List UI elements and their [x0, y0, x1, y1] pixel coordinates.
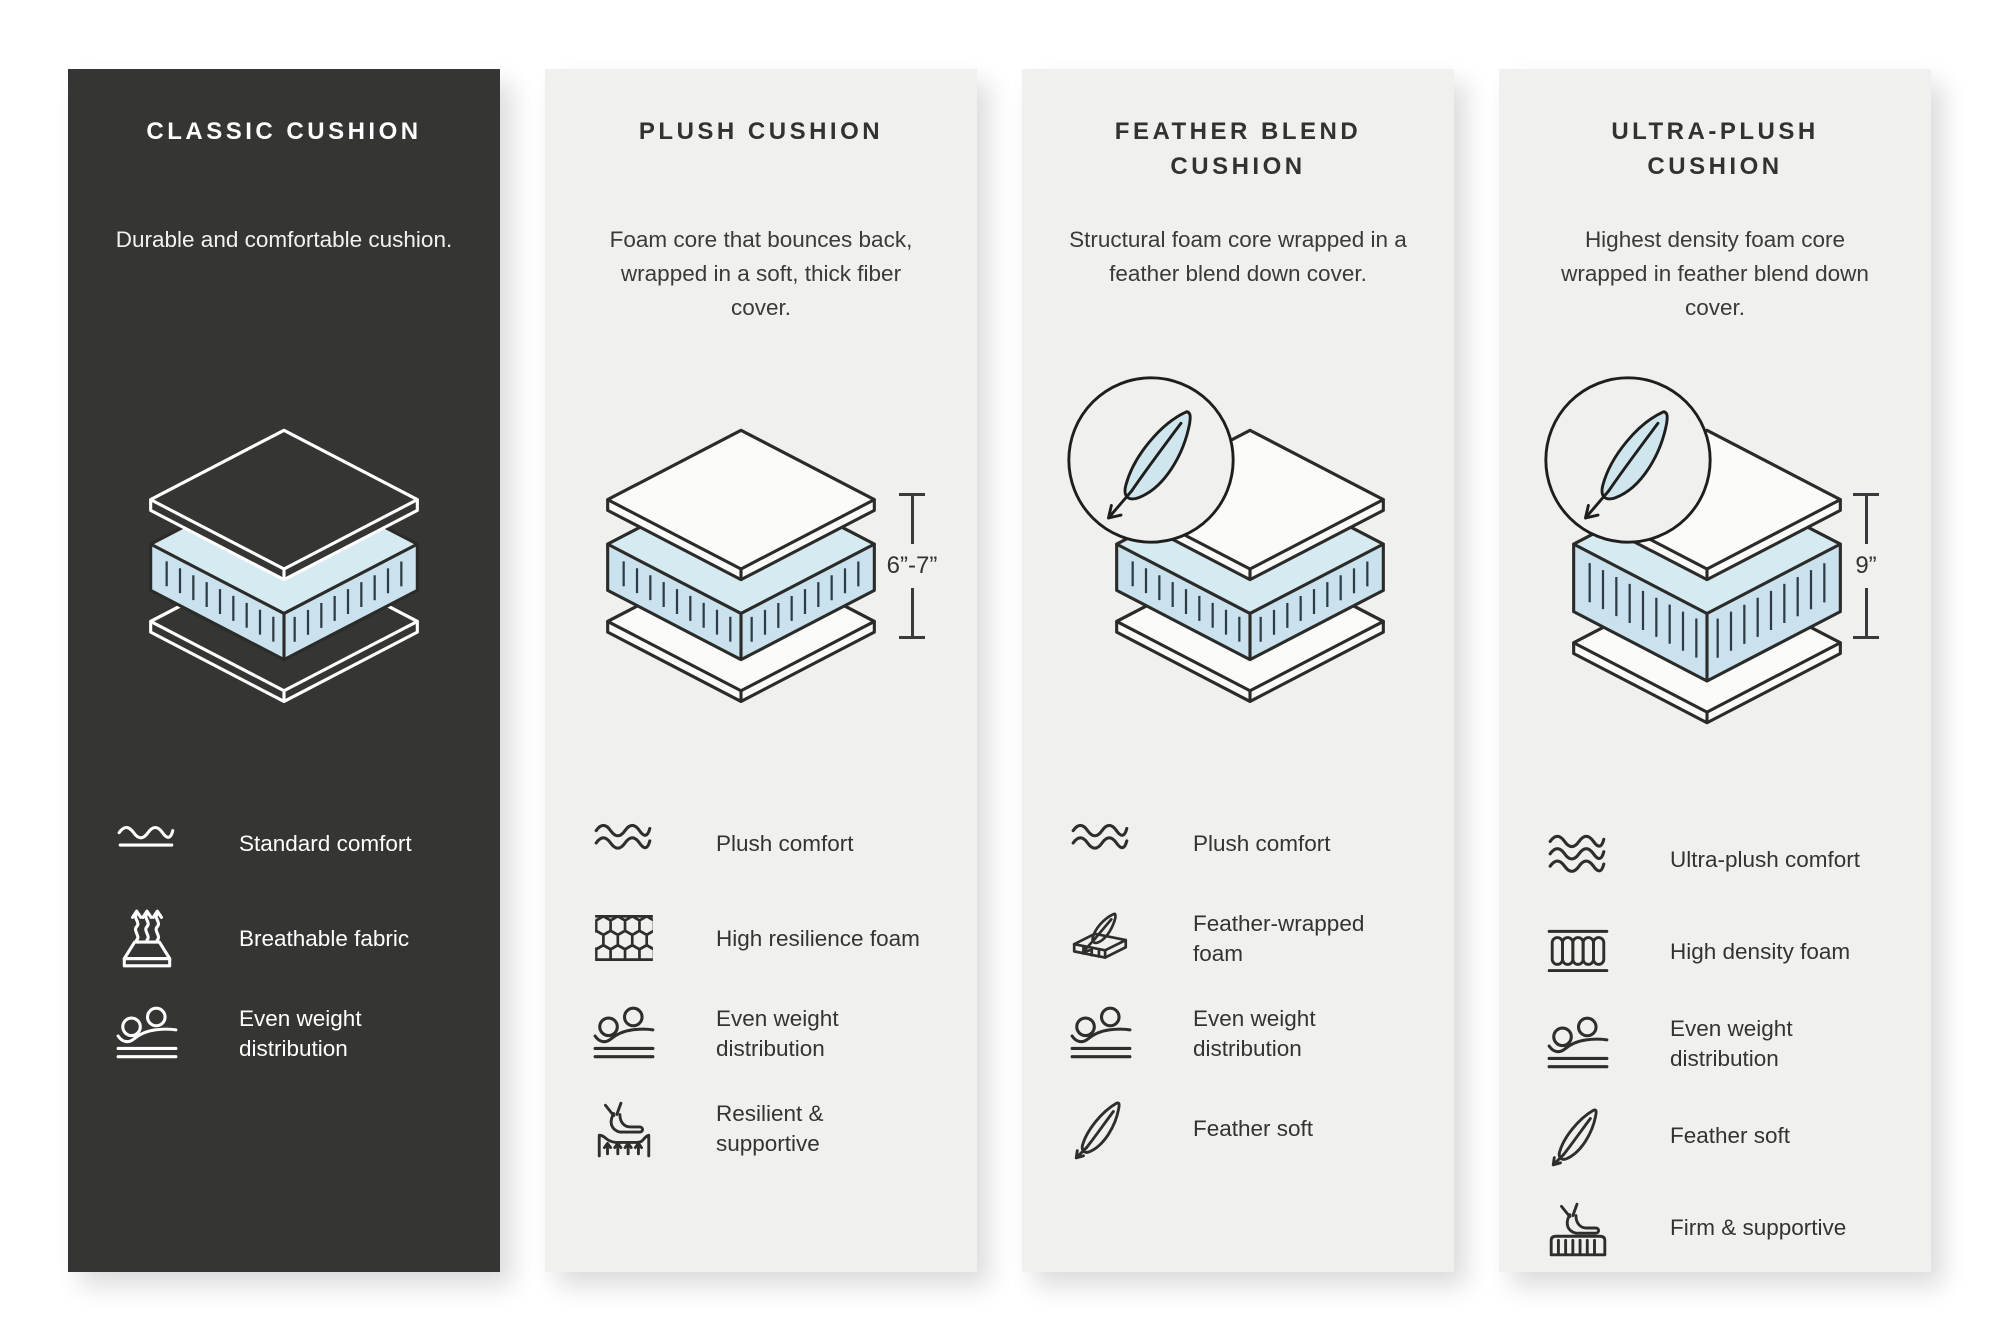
- wave-triple-icon: [1545, 827, 1611, 893]
- feature-list: [68, 811, 500, 1067]
- honeycomb-foam-icon: [591, 906, 657, 972]
- feature-list: [545, 811, 977, 1162]
- feature-row: [1545, 1103, 1901, 1169]
- feature-row: [591, 906, 947, 972]
- even-weight-icon: [591, 1001, 657, 1067]
- panel-feather-blend-cushion: [1022, 69, 1454, 1272]
- wave-single-icon: [114, 811, 180, 877]
- measure-line: [911, 588, 914, 636]
- feature-row: [591, 1001, 947, 1067]
- panel-title: CLASSIC CUSHION: [146, 118, 422, 145]
- resilient-foot-icon: [591, 1096, 657, 1162]
- panel-description: Foam core that bounces back, wrapped in a soft, thick fiber cover.: [609, 227, 913, 320]
- feature-label: Breathable fabric: [239, 925, 410, 951]
- feather-badge: [1064, 373, 1238, 547]
- feature-label: Feather-wrapped foam: [1193, 910, 1365, 966]
- feature-label: Feather soft: [1193, 1115, 1314, 1141]
- feature-list: [1499, 827, 1931, 1261]
- feature-row: [1068, 811, 1424, 877]
- measure-bottom-cap: [1853, 636, 1879, 639]
- exploded-cushion-layers-icon: [124, 417, 444, 716]
- cushion-diagram: [1022, 391, 1454, 811]
- measure-label: 6”-7”: [886, 552, 938, 579]
- cushion-diagram: [68, 391, 500, 811]
- measure-line: [1865, 588, 1868, 636]
- feature-label: Even weight distribution: [716, 1005, 839, 1061]
- feather-foam-icon: [1068, 906, 1134, 972]
- feature-row: [114, 906, 470, 972]
- panel-title: ULTRA-PLUSH CUSHION: [1611, 118, 1819, 180]
- feature-label: Even weight distribution: [1670, 1015, 1793, 1071]
- panel-title: PLUSH CUSHION: [638, 118, 884, 145]
- feature-label: Standard comfort: [239, 830, 412, 856]
- wave-double-icon: [1068, 811, 1134, 877]
- feature-row: [591, 1096, 947, 1162]
- height-measurement: [869, 493, 955, 639]
- panel-classic-cushion: [68, 69, 500, 1272]
- feature-label: Plush comfort: [716, 830, 854, 856]
- feature-row: [1068, 906, 1424, 972]
- panel-ultra-plush-cushion: [1499, 69, 1931, 1272]
- feature-label: Ultra-plush comfort: [1670, 846, 1861, 872]
- feature-label: Even weight distribution: [239, 1005, 362, 1061]
- feature-row: [1545, 1195, 1901, 1261]
- feature-label: High resilience foam: [716, 925, 920, 951]
- feature-row: [591, 811, 947, 877]
- cushion-diagram: [545, 391, 977, 811]
- panel-description: Highest density foam core wrapped in feather blend down cover.: [1561, 227, 1869, 320]
- panel-title: FEATHER BLEND CUSHION: [1114, 118, 1362, 180]
- even-weight-icon: [114, 1001, 180, 1067]
- feature-label: High density foam: [1670, 938, 1851, 964]
- feature-row: [1545, 827, 1901, 893]
- feature-label: Even weight distribution: [1193, 1005, 1316, 1061]
- measure-line: [911, 496, 914, 544]
- panel-description: Structural foam core wrapped in a feather blend down cover.: [1069, 227, 1407, 286]
- measure-bottom-cap: [899, 636, 925, 639]
- feature-row: [1545, 919, 1901, 985]
- breathable-fabric-icon: [114, 906, 180, 972]
- feature-row: [1068, 1096, 1424, 1162]
- feather-badge: [1541, 373, 1715, 547]
- panel-plush-cushion: [545, 69, 977, 1272]
- panel-description: Durable and comfortable cushion.: [115, 227, 453, 252]
- wave-double-icon: [591, 811, 657, 877]
- exploded-cushion-layers-icon: [581, 417, 901, 716]
- feature-list: [1022, 811, 1454, 1162]
- feature-label: Plush comfort: [1193, 830, 1331, 856]
- height-measurement: [1823, 493, 1909, 639]
- feature-row: [114, 811, 470, 877]
- feature-label: Feather soft: [1670, 1122, 1791, 1148]
- measure-line: [1865, 496, 1868, 544]
- measure-label: 9”: [1855, 552, 1877, 579]
- even-weight-icon: [1545, 1011, 1611, 1077]
- firm-supportive-icon: [1545, 1195, 1611, 1261]
- even-weight-icon: [1068, 1001, 1134, 1067]
- feature-row: [1545, 1011, 1901, 1077]
- feature-row: [114, 1001, 470, 1067]
- feature-label: Firm & supportive: [1670, 1214, 1847, 1240]
- feature-row: [1068, 1001, 1424, 1067]
- feather-icon: [1068, 1096, 1134, 1162]
- cushion-diagram: [1499, 391, 1931, 811]
- high-density-foam-icon: [1545, 919, 1611, 985]
- feather-icon: [1545, 1103, 1611, 1169]
- feature-label: Resilient & supportive: [716, 1100, 824, 1156]
